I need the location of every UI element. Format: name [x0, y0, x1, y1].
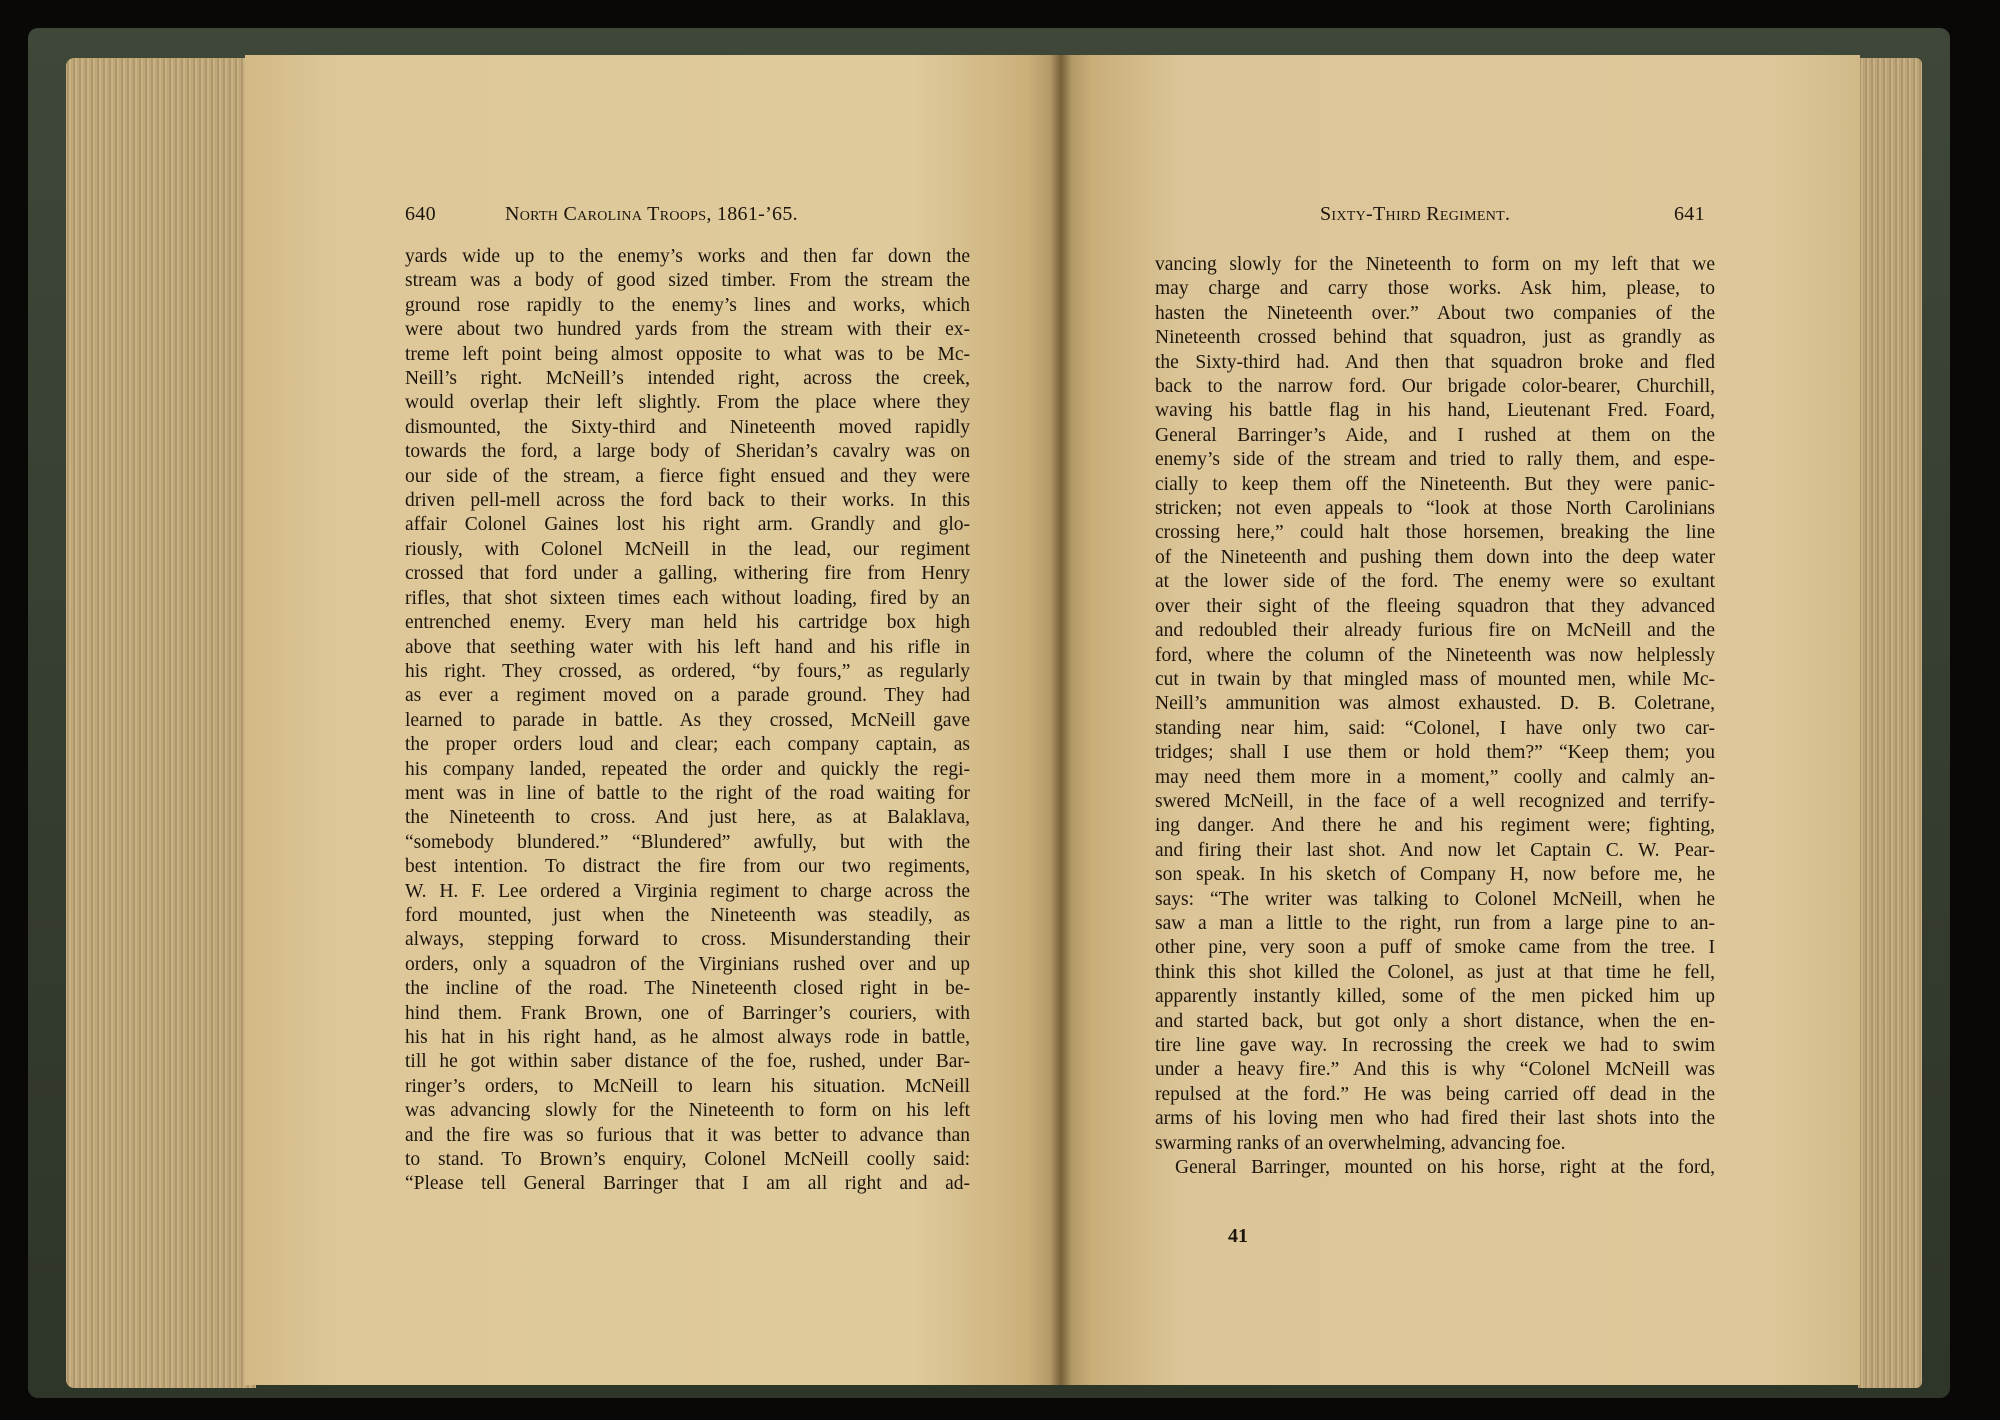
text-line: enemy’s side of the stream and tried to rally them, and espe- [1155, 449, 1715, 471]
text-line: always, stepping forward to cross. Misunderstanding their [405, 929, 970, 951]
text-line: stricken; not even appeals to “look at those North Carolinians [1155, 498, 1715, 520]
text-line: may charge and carry those works. Ask him, please, to [1155, 278, 1715, 300]
text-line: apparently instantly killed, some of the men picked him up [1155, 986, 1715, 1008]
left-page [245, 55, 1060, 1385]
text-line: Neill’s ammunition was almost exhausted. D. B. Coletrane, [1155, 693, 1715, 715]
text-line: under a heavy fire.” And this is why “Colonel McNeill was [1155, 1059, 1715, 1081]
text-line: tire line gave way. In recrossing the creek we had to swim [1155, 1035, 1715, 1056]
text-line: as ever a regiment moved on a parade ground. They had [405, 685, 970, 707]
text-line: the Sixty-third had. And then that squadron broke and fled [1155, 351, 1715, 373]
body-text [1155, 253, 1715, 1180]
text-line: riously, with Colonel McNeill in the lead, our regiment [405, 538, 970, 560]
text-line: swarming ranks of an overwhelming, advancing foe. [1155, 1132, 1566, 1154]
text-line: his hat in his right hand, as he almost always rode in battle, [405, 1027, 970, 1048]
text-line: stream was a body of good sized timber. From the stream the [405, 270, 970, 292]
text-line: towards the ford, a large body of Sheridan’s cavalry was on [405, 441, 970, 463]
text-line: dismounted, the Sixty-third and Nineteenth moved rapidly [405, 416, 970, 438]
text-line: General Barringer, mounted on his horse, right at the ford, [1175, 1157, 1715, 1179]
text-line: the Nineteenth to cross. And just here, as at Balaklava, [405, 807, 970, 829]
text-line: orders, only a squadron of the Virginians rushed over and up [405, 953, 970, 975]
text-line: ringer’s orders, to McNeill to learn his situation. McNeill [405, 1075, 970, 1097]
text-line: swered McNeill, in the face of a well recognized and terrify- [1155, 790, 1715, 812]
text-line: W. H. F. Lee ordered a Virginia regiment to charge across the [405, 880, 970, 902]
text-line: Neill’s right. McNeill’s intended right, across the creek, [405, 368, 970, 390]
text-line: vancing slowly for the Nineteenth to form on my left that we [1155, 254, 1715, 275]
text-line: General Barringer’s Aide, and I rushed at them on the [1155, 424, 1715, 446]
page-edges-right [1858, 58, 1922, 1388]
text-line: his company landed, repeated the order and quickly the regi- [405, 758, 970, 780]
text-line: rifles, that shot sixteen times each without loading, fired by an [405, 587, 970, 609]
text-line: “Please tell General Barringer that I am all right and ad- [405, 1173, 970, 1195]
text-line: the proper orders loud and clear; each company captain, as [405, 734, 970, 756]
text-line: standing near him, said: “Colonel, I have only two car- [1155, 717, 1715, 739]
text-line: hind them. Frank Brown, one of Barringer’s couriers, with [405, 1002, 970, 1024]
text-line: till he got within saber distance of the foe, rushed, under Bar- [405, 1051, 970, 1073]
text-line: affair Colonel Gaines lost his right arm. Grandly and glo- [405, 514, 970, 536]
text-line: entrenched enemy. Every man held his cartridge box high [405, 612, 970, 634]
text-line: Nineteenth crossed behind that squadron, just as grandly as [1155, 327, 1715, 349]
text-line: think this shot killed the Colonel, as just at that time he fell, [1155, 961, 1715, 983]
text-line: his right. They crossed, as ordered, “by fours,” as regularly [405, 660, 970, 682]
text-line: “somebody blundered.” “Blundered” awfully, but with the [405, 831, 970, 853]
text-line: hasten the Nineteenth over.” About two companies of the [1155, 302, 1715, 324]
signature-mark: 41 [1228, 1225, 1248, 1247]
text-line: ment was in line of battle to the right of the road waiting for [405, 782, 970, 804]
text-line: ford, where the column of the Nineteenth was now helplessly [1155, 644, 1715, 666]
text-line: was advancing slowly for the Nineteenth to form on his left [405, 1100, 970, 1122]
text-line: crossing here,” could halt those horsemen, breaking the line [1155, 522, 1715, 544]
text-line: back to the narrow ford. Our brigade color-bearer, Churchill, [1155, 376, 1715, 398]
text-line: arms of his loving men who had fired their last shots into the [1155, 1108, 1715, 1130]
page-number: 640 [405, 203, 436, 225]
text-line: son speak. In his sketch of Company H, now before me, he [1155, 864, 1715, 886]
text-line: says: “The writer was talking to Colonel McNeill, when he [1155, 888, 1715, 910]
text-line: may need them more in a moment,” coolly and calmly an- [1155, 766, 1715, 788]
text-line: and firing their last shot. And now let Captain C. W. Pear- [1155, 839, 1715, 861]
text-line: cut in twain by that mingled mass of mounted men, while Mc- [1155, 668, 1715, 690]
text-line: at the lower side of the ford. The enemy were so exultant [1155, 571, 1715, 593]
text-line: tridges; shall I use them or hold them?” “Keep them; you [1155, 742, 1715, 764]
text-line: crossed that ford under a galling, withering fire from Henry [405, 563, 970, 585]
text-line: best intention. To distract the fire from our two regiments, [405, 856, 970, 878]
text-line: other pine, very soon a puff of smoke came from the tree. I [1155, 937, 1715, 959]
text-line: were about two hundred yards from the stream with their ex- [405, 319, 970, 341]
gutter-shadow [1050, 55, 1072, 1385]
text-line: the incline of the road. The Nineteenth closed right in be- [405, 978, 970, 1000]
text-line: ground rose rapidly to the enemy’s lines and works, which [405, 294, 970, 316]
text-line: saw a man a little to the right, run from a large pine to an- [1155, 912, 1715, 934]
text-line: of the Nineteenth and pushing them down into the deep water [1155, 546, 1715, 568]
text-line: cially to keep them off the Nineteenth. But they were panic- [1155, 473, 1715, 495]
text-line: ing danger. And there he and his regiment were; fighting, [1155, 815, 1715, 837]
text-line: to stand. To Brown’s enquiry, Colonel McNeill coolly said: [405, 1149, 970, 1171]
text-line: our side of the stream, a fierce fight ensued and they were [405, 465, 970, 487]
text-line: above that seething water with his left hand and his rifle in [405, 636, 970, 658]
text-line: waving his battle flag in his hand, Lieutenant Fred. Foard, [1155, 400, 1715, 422]
right-page [1060, 55, 1860, 1385]
text-line: ford mounted, just when the Nineteenth was steadily, as [405, 904, 970, 926]
text-line: over their sight of the fleeing squadron that they advanced [1155, 595, 1715, 617]
text-line: yards wide up to the enemy’s works and then far down the [405, 246, 970, 267]
running-head: North Carolina Troops, 1861-’65. [505, 203, 798, 225]
text-line: would overlap their left slightly. From the place where they [405, 392, 970, 414]
text-line: learned to parade in battle. As they crossed, McNeill gave [405, 709, 970, 731]
page-number: 641 [1674, 203, 1705, 225]
body-text [405, 245, 970, 1197]
page-edges-left [66, 58, 256, 1388]
text-line: repulsed at the ford.” He was being carried off dead in the [1155, 1083, 1715, 1105]
text-line: and started back, but got only a short distance, when the en- [1155, 1010, 1715, 1032]
text-line: and the fire was so furious that it was better to advance than [405, 1124, 970, 1146]
text-line: treme left point being almost opposite to what was to be Mc- [405, 343, 970, 365]
text-line: driven pell-mell across the ford back to their works. In this [405, 490, 970, 512]
text-line: and redoubled their already furious fire on McNeill and the [1155, 620, 1715, 642]
running-head: Sixty-Third Regiment. [1320, 203, 1511, 225]
